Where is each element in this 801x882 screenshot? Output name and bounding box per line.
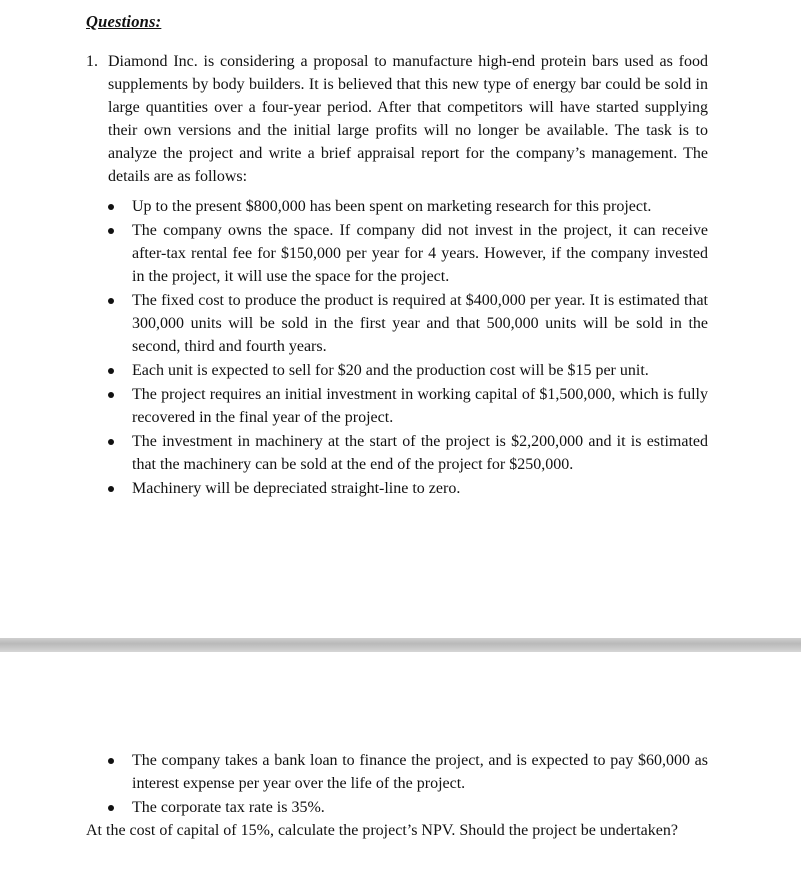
list-item-text: Up to the present $800,000 has been spent on marketing research for this project. [132, 198, 652, 215]
list-item-text: The investment in machinery at the start of the project is $2,200,000 and it is estimated that the machinery can be sold at the end of the project for $250,000. [132, 433, 708, 473]
questions-heading: Questions: [86, 12, 162, 31]
list-item-text: The project requires an initial investment in working capital of $1,500,000, which is fully recovered in the final year of the project. [132, 386, 708, 426]
bullet-icon [108, 368, 114, 374]
bullet-icon [108, 486, 114, 492]
list-item [86, 796, 708, 819]
list-item [86, 430, 708, 476]
list-item-text: Machinery will be depreciated straight-line to zero. [132, 480, 461, 497]
page-separator [0, 638, 801, 652]
list-item [86, 383, 708, 429]
bullet-icon [108, 228, 114, 234]
closing-question: At the cost of capital of 15%, calculate the project’s NPV. Should the project be undertaken? [86, 822, 678, 839]
details-list-page-1 [86, 195, 708, 501]
bullet-icon [108, 392, 114, 398]
bullet-icon [108, 204, 114, 210]
list-item-text: Each unit is expected to sell for $20 and the production cost will be $15 per unit. [132, 362, 649, 379]
list-item [86, 219, 708, 288]
bullet-icon [108, 298, 114, 304]
question-number: 1. [86, 53, 98, 70]
list-item [86, 359, 708, 382]
list-item [86, 289, 708, 358]
list-item [86, 195, 708, 218]
bullet-icon [108, 758, 114, 764]
question-1 [86, 50, 708, 188]
list-item [86, 477, 708, 500]
list-item-text: The company owns the space. If company did not invest in the project, it can receive after-tax rental fee for $150,000 per year for 4 years. However, if the company invested in the project, it will use the space for the project. [132, 222, 708, 285]
list-item-text: The fixed cost to produce the product is required at $400,000 per year. It is estimated that 300,000 units will be sold in the first year and that 500,000 units will be sold in the second, third and fourth years. [132, 292, 708, 355]
list-item [86, 749, 708, 795]
question-intro: Diamond Inc. is considering a proposal to manufacture high-end protein bars used as food supplements by body builders. It is believed that this new type of energy bar could be sold in large quantities over a four-year period. After that competitors will have started supplying their own versions and the initial large profits will no longer be available. The task is to analyze the project and write a brief appraisal report for the company’s management. The details are as follows: [108, 53, 708, 185]
list-item-text: The company takes a bank loan to finance the project, and is expected to pay $60,000 as interest expense per year over the life of the project. [132, 752, 708, 792]
bullet-icon [108, 805, 114, 811]
list-item-text: The corporate tax rate is 35%. [132, 799, 325, 816]
bullet-icon [108, 439, 114, 445]
details-list-page-2 [86, 749, 708, 820]
